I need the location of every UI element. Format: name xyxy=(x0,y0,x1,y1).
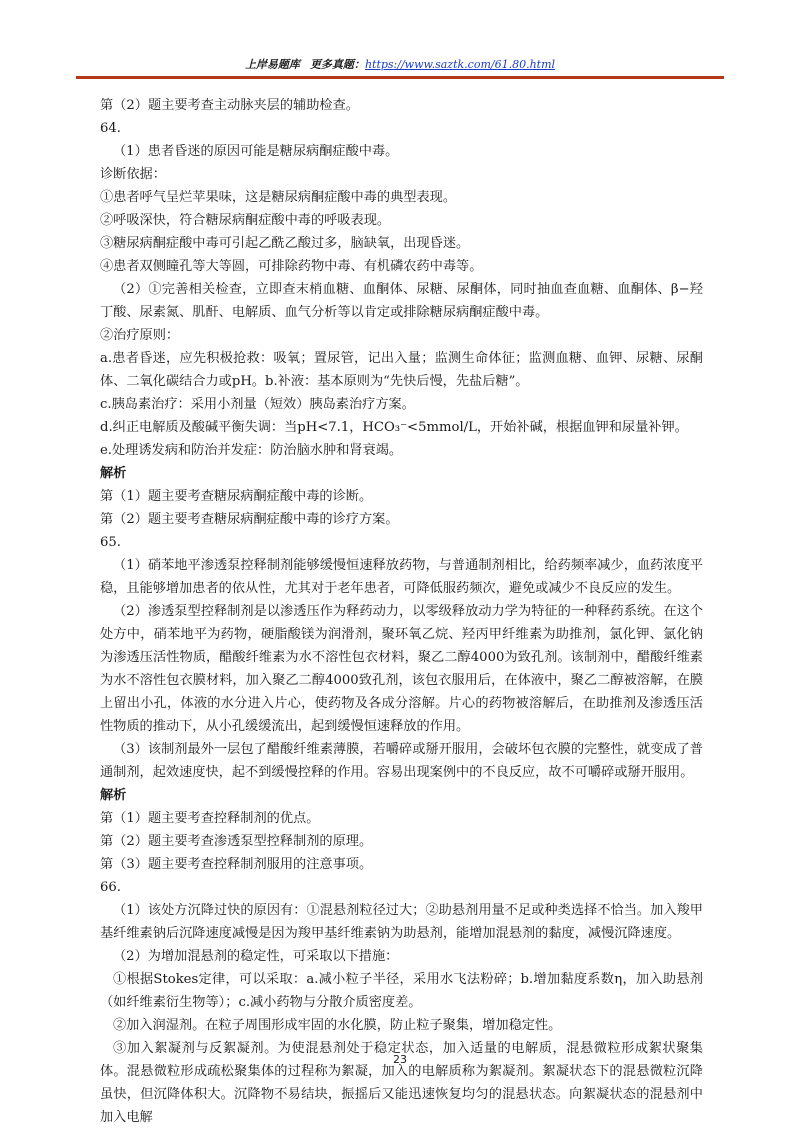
paragraph: （2）为增加混悬剂的稳定性，可采取以下措施： xyxy=(113,949,399,964)
header-site-name: 上岸易题库 xyxy=(244,58,300,71)
paragraph: （3）该制剂最外一层包了醋酸纤维素薄膜，若嚼碎或掰开服用，会破坏包衣膜的完整性，就变成了普通制剂，起效速度快，起不到缓慢控释的作用。容易出现案例中的不良反应，故不可嚼碎或掰开服用。 xyxy=(100,742,703,780)
paragraph: 第（2）题主要考查主动脉夹层的辅助检查。 xyxy=(100,98,359,113)
paragraph: ①根据Stokes定律，可以采取：a.减小粒子半径，采用水飞法粉碎；b.增加黏度系数η，加入助悬剂（如纤维素衍生物等）；c.减小药物与分散介质密度差。 xyxy=(100,972,703,1010)
paragraph: 第（1）题主要考查糖尿病酮症酸中毒的诊断。 xyxy=(100,489,373,504)
paragraph: 第（1）题主要考查控释制剂的优点。 xyxy=(100,811,320,826)
paragraph: ④患者双侧瞳孔等大等圆，可排除药物中毒、有机磷农药中毒等。 xyxy=(100,259,483,274)
paragraph: c.胰岛素治疗：采用小剂量（短效）胰岛素治疗方案。 xyxy=(100,397,415,412)
paragraph: ②治疗原则： xyxy=(100,328,180,343)
paragraph: ③糖尿病酮症酸中毒可引起乙酰乙酸过多，脑缺氧，出现昏迷。 xyxy=(100,236,470,251)
paragraph: （1）该处方沉降过快的原因有：①混悬剂粒径过大；②助悬剂用量不足或种类选择不恰当。加入羧甲基纤维素钠后沉降速度减慢是因为羧甲基纤维素钠为助悬剂，能增加混悬剂的黏度，减慢沉降速度。 xyxy=(100,903,703,941)
header-url-link[interactable]: https://www.saztk.com/61.80.html xyxy=(364,58,556,71)
paragraph: （1）硝苯地平渗透泵控释制剂能够缓慢恒速释放药物，与普通制剂相比，给药频率减少，血药浓度平稳，且能够增加患者的依从性，尤其对于老年患者，可降低服药频次，避免或减少不良反应的发生。 xyxy=(100,558,703,596)
header-more-label: 更多真题： xyxy=(309,58,365,71)
paragraph: ③加入絮凝剂与反絮凝剂。为使混悬剂处于稳定状态，加入适量的电解质，混悬微粒形成絮状聚集体。混悬微粒形成疏松聚集体的过程称为絮凝，加入的电解质称为絮凝剂。絮凝状态下的混悬微粒沉降虽快，但沉降体积大。沉降物不易结块，振摇后又能迅速恢复均匀的混悬状态。向絮凝状态的混悬剂中加入电解 xyxy=(100,1041,703,1125)
paragraph: ②呼吸深快，符合糖尿病酮症酸中毒的呼吸表现。 xyxy=(100,213,391,228)
paragraph: ①患者呼气呈烂苹果味，这是糖尿病酮症酸中毒的典型表现。 xyxy=(100,190,457,205)
paragraph: 第（3）题主要考查控释制剂服用的注意事项。 xyxy=(100,857,373,872)
paragraph: d.纠正电解质及酸碱平衡失调：当pH<7.1，HCO₃⁻<5mmol/L，开始补碱，根据血钾和尿量补钾。 xyxy=(100,420,688,435)
paragraph: 诊断依据： xyxy=(100,167,166,182)
header-divider xyxy=(76,76,724,79)
page-header xyxy=(78,56,722,78)
paragraph: （2）渗透泵型控释制剂是以渗透压作为释药动力，以零级释放动力学为特征的一种释药系统。在这个处方中，硝苯地平为药物，硬脂酸镁为润滑剂，聚环氧乙烷、羟丙甲纤维素为助推剂，氯化钾、氯化钠为渗透压活性物质，醋酸纤维素为水不溶性包衣材料，聚乙二醇4000为致孔剂。该制剂中，醋酸纤维素为水不溶性包衣膜材料，加入聚乙二醇4000致孔剂，该包衣服用后，在体液中，聚乙二醇被溶解，在膜上留出小孔，体液的水分进入片心，使药物及各成分溶解。片心的药物被溶解后，在助推剂及渗透压活性物质的推动下，从小孔缓缓流出，起到缓慢恒速释放的作用。 xyxy=(100,604,703,734)
paragraph: a.患者昏迷，应先积极抢救：吸氧；置尿管，记出入量；监测生命体征；监测血糖、血钾、尿糖、尿酮体、二氧化碳结合力或pH。b.补液：基本原则为“先快后慢，先盐后糖”。 xyxy=(100,351,703,389)
paragraph: 第（2）题主要考查糖尿病酮症酸中毒的诊疗方案。 xyxy=(100,512,399,527)
paragraph: e.处理诱发病和防治并发症：防治脑水肿和肾衰竭。 xyxy=(100,443,403,458)
paragraph: 65. xyxy=(100,535,121,550)
paragraph: （2）①完善相关检查，立即查末梢血糖、血酮体、尿糖、尿酮体，同时抽血查血糖、血酮体、β−羟丁酸、尿素氮、肌酐、电解质、血气分析等以肯定或排除糖尿病酮症酸中毒。 xyxy=(100,282,703,320)
paragraph: 第（2）题主要考查渗透泵型控释制剂的原理。 xyxy=(100,834,373,849)
paragraph: （1）患者昏迷的原因可能是糖尿病酮症酸中毒。 xyxy=(113,144,399,159)
paragraph: 64. xyxy=(100,121,121,136)
section-heading: 解析 xyxy=(100,788,127,803)
section-heading: 解析 xyxy=(100,466,127,481)
paragraph: 66. xyxy=(100,880,121,895)
page-number: 23 xyxy=(393,1053,407,1066)
paragraph: ②加入润湿剂。在粒子周围形成牢固的水化膜，防止粒子聚集，增加稳定性。 xyxy=(113,1018,562,1033)
